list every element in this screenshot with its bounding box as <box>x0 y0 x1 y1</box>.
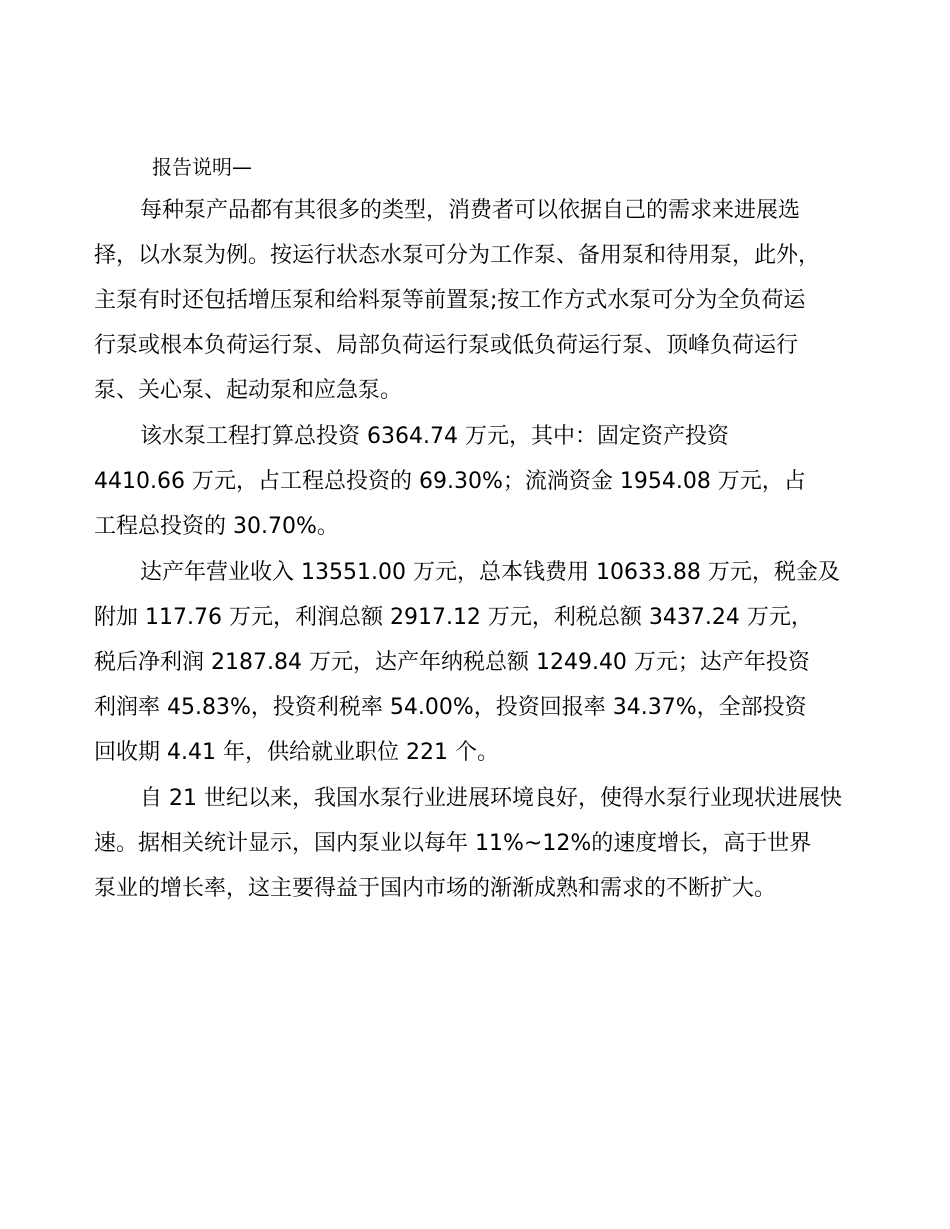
paragraph-2-line-2: 4410.66 万元，占工程总投资的 69.30%；流淌资金 1954.08 万元，占 <box>94 469 806 494</box>
paragraph-4-line-2: 速。据相关统计显示，国内泵业以每年 11%~12%的速度增长，高于世界 <box>94 831 812 856</box>
paragraph-1-line-5: 泵、关心泵、起动泵和应急泵。 <box>94 378 403 403</box>
paragraph-1-line-2: 择，以水泵为例。按运行状态水泵可分为工作泵、备用泵和待用泵，此外， <box>94 243 821 268</box>
paragraph-4-line-3: 泵业的增长率，这主要得益于国内市场的渐渐成熟和需求的不断扩大。 <box>94 876 777 901</box>
paragraph-3-line-2: 附加 117.76 万元，利润总额 2917.12 万元，利税总额 3437.24 万元， <box>94 605 813 630</box>
paragraph-2-line-3: 工程总投资的 30.70%。 <box>94 514 339 539</box>
paragraph-3-line-4: 利润率 45.83%，投资利税率 54.00%，投资回报率 34.37%，全部投资 <box>94 695 807 720</box>
paragraph-3-line-1: 达产年营业收入 13551.00 万元，总本钱费用 10633.88 万元，税金及 <box>140 560 840 585</box>
paragraph-1-line-1: 每种泵产品都有其很多的类型，消费者可以依据自己的需求来进展选 <box>140 198 801 223</box>
paragraph-3-line-3: 税后净利润 2187.84 万元，达产年纳税总额 1249.40 万元；达产年投资 <box>94 650 810 675</box>
paragraph-2-line-1: 该水泵工程打算总投资 6364.74 万元，其中：固定资产投资 <box>140 424 729 449</box>
paragraph-1-line-4: 行泵或根本负荷运行泵、局部负荷运行泵或低负荷运行泵、顶峰负荷运行 <box>94 333 799 358</box>
paragraph-4-line-1: 自 21 世纪以来，我国水泵行业进展环境良好，使得水泵行业现状进展快 <box>140 786 842 811</box>
paragraph-1-line-3: 主泵有时还包括增压泵和给料泵等前置泵;按工作方式水泵可分为全负荷运 <box>94 288 806 313</box>
document-heading: 报告说明— <box>152 155 252 179</box>
paragraph-3-line-5: 回收期 4.41 年，供给就业职位 221 个。 <box>94 740 499 765</box>
